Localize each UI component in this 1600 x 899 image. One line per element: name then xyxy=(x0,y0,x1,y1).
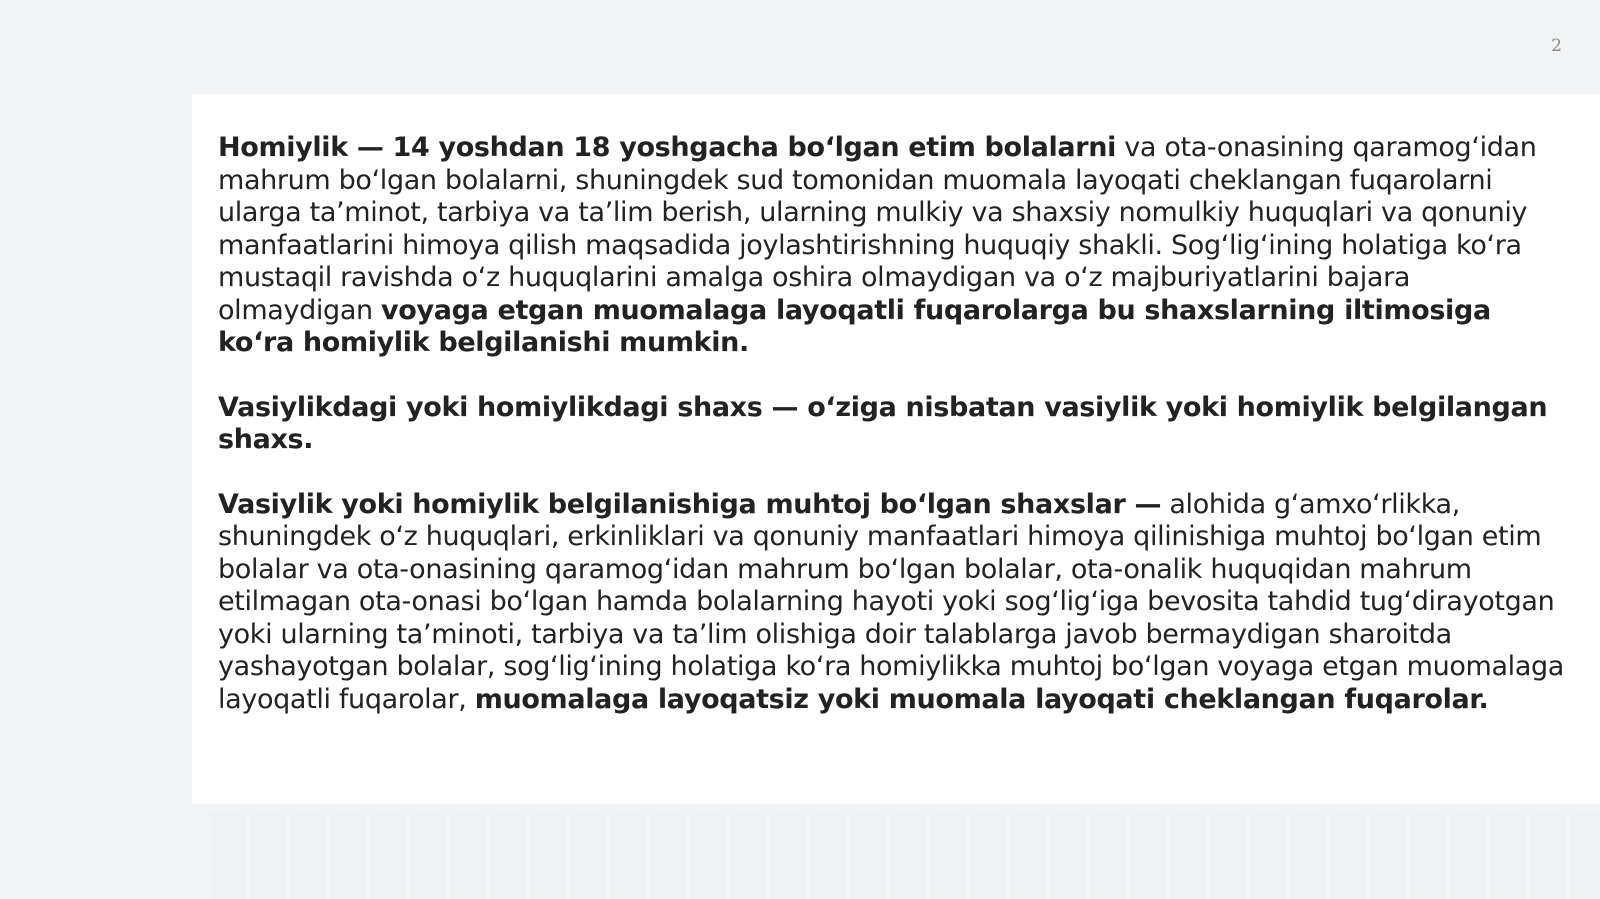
term-vasiylikdagi-shaxs: Vasiylikdagi yoki homiylikdagi shaxs — o‘ziga nisbatan vasiylik yoki homiylik belgilangan shaxs. xyxy=(218,391,1548,455)
paragraph-vasiylikdagi-shaxs xyxy=(218,392,1572,457)
paragraph-muhtoj-shaxslar xyxy=(218,489,1572,717)
page-number: 2 xyxy=(1551,36,1562,56)
background-strip xyxy=(210,812,1600,899)
paragraph-homiylik xyxy=(218,132,1572,360)
definition-homiylik: va ota-onasining qaramog‘idan mahrum bo‘lgan bolalarni, shuningdek sud tomonidan muomala layoqati cheklangan fuqarolarni ularga ta’minot, tarbiya va ta’lim berish, ularning mulkiy va shaxsiy nomulkiy huquqlari va qonuniy manfaatlarini himoya qilish maqsadida joylashtirishning huquqiy shakli. Sog‘lig‘ining holatiga ko‘ra mustaqil ravishda o‘z huquqlarini amalga oshira olmaydigan va o‘z majburiyatlarini bajara olmaydigan xyxy=(218,132,1537,326)
definition-homiylik-emphasis: voyaga etgan muomalaga layoqatli fuqarolarga bu shaxslarning iltimosiga ko‘ra homiylik belgilanishi mumkin. xyxy=(218,294,1491,358)
term-homiylik: Homiylik — 14 yoshdan 18 yoshgacha bo‘lgan etim bolalarni xyxy=(218,132,1117,163)
content-card xyxy=(192,94,1600,804)
definition-muhtoj-shaxslar: alohida g‘amxo‘rlikka, shuningdek o‘z huquqlari, erkinliklari va qonuniy manfaatlari himoya qilinishiga muhtoj bo‘lgan etim bolalar va ota-onasining qaramog‘idan mahrum bo‘lgan bolalar, ota-onalik huquqidan mahrum etilmagan ota-onasi bo‘lgan hamda bolalarning hayoti yoki sog‘lig‘iga bevosita tahdid tug‘dirayotgan yoki ularning ta’minoti, tarbiya va ta’lim olishiga doir talablarga javob bermaydigan sharoitda yashayotgan bolalar, sog‘lig‘ining holatiga ko‘ra homiylikka muhtoj bo‘lgan voyaga etgan muomalaga layoqatli fuqarolar, xyxy=(218,488,1564,715)
definition-muhtoj-shaxslar-emphasis: muomalaga layoqatsiz yoki muomala layoqati cheklangan fuqarolar. xyxy=(474,683,1489,715)
term-muhtoj-shaxslar: Vasiylik yoki homiylik belgilanishiga muhtoj bo‘lgan shaxslar — xyxy=(218,488,1162,520)
